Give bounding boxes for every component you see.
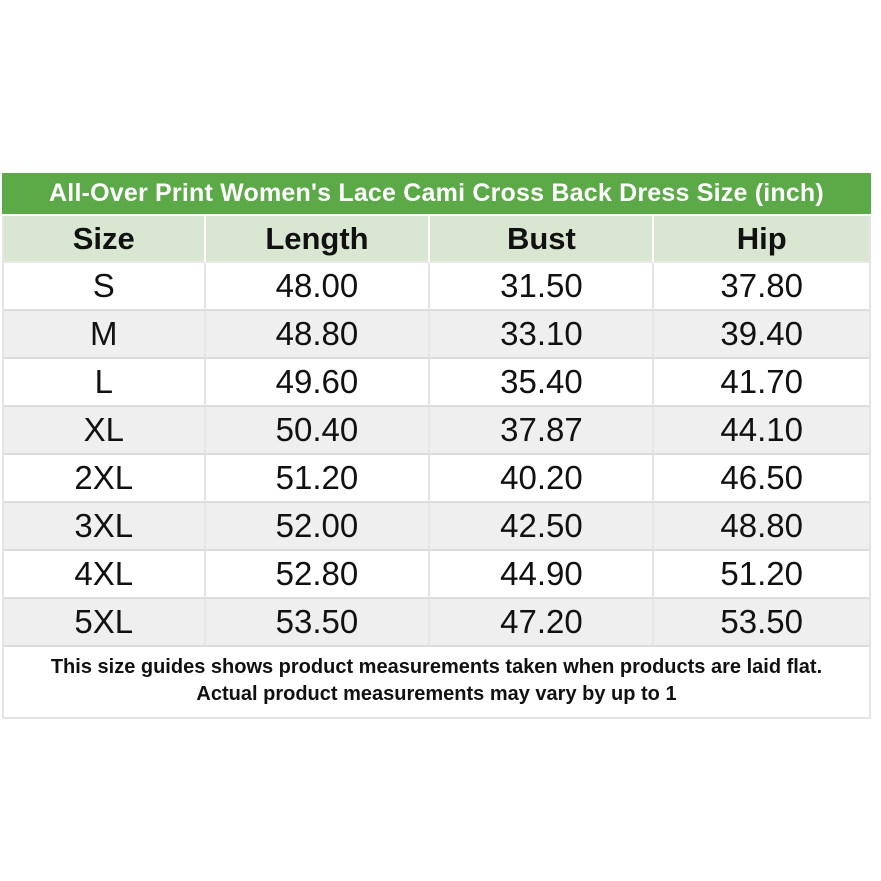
size-label-cell: 2XL [4,455,206,503]
size-label-cell: S [4,263,206,311]
measurement-cell: 37.80 [654,263,869,311]
size-label-cell: M [4,311,206,359]
measurement-cell: 33.10 [430,311,654,359]
measurement-cell: 53.50 [654,599,869,647]
measurement-cell: 53.50 [206,599,431,647]
column-header-hip: Hip [654,216,869,263]
measurement-cell: 41.70 [654,359,869,407]
table-row [4,359,869,407]
size-label-cell: XL [4,407,206,455]
footnote-row [4,647,869,717]
measurement-cell: 42.50 [430,503,654,551]
table-row [4,551,869,599]
measurement-cell: 48.80 [654,503,869,551]
measurement-cell: 51.20 [654,551,869,599]
measurement-cell: 44.90 [430,551,654,599]
measurement-cell: 44.10 [654,407,869,455]
measurement-cell: 31.50 [430,263,654,311]
measurement-cell: 52.00 [206,503,431,551]
table-row [4,407,869,455]
size-table-header [4,216,869,263]
size-label-cell: 5XL [4,599,206,647]
header-row [4,216,869,263]
measurement-cell: 35.40 [430,359,654,407]
footnote-cell [4,647,869,717]
measurement-cell: 52.80 [206,551,431,599]
size-label-cell: L [4,359,206,407]
column-header-size: Size [4,216,206,263]
measurement-cell: 48.80 [206,311,431,359]
size-table-body [4,263,869,647]
table-row [4,263,869,311]
measurement-cell: 46.50 [654,455,869,503]
footnote-line-1: This size guides shows product measurements taken when products are laid flat. [50,656,823,678]
size-label-cell: 4XL [4,551,206,599]
footnote-line-2: Actual product measurements may vary by up to 1 [196,683,677,705]
measurement-cell: 40.20 [430,455,654,503]
size-chart-title: All-Over Print Women's Lace Cami Cross Back Dress Size (inch) [2,173,871,214]
table-row [4,599,869,647]
size-label-cell: 3XL [4,503,206,551]
size-chart [2,173,871,719]
measurement-cell: 37.87 [430,407,654,455]
size-table-footer [4,647,869,717]
size-table [2,216,871,719]
measurement-cell: 39.40 [654,311,869,359]
measurement-cell: 47.20 [430,599,654,647]
measurement-cell: 50.40 [206,407,431,455]
column-header-length: Length [206,216,431,263]
measurement-cell: 49.60 [206,359,431,407]
column-header-bust: Bust [430,216,654,263]
table-row [4,455,869,503]
table-row [4,311,869,359]
measurement-cell: 51.20 [206,455,431,503]
table-row [4,503,869,551]
measurement-cell: 48.00 [206,263,431,311]
